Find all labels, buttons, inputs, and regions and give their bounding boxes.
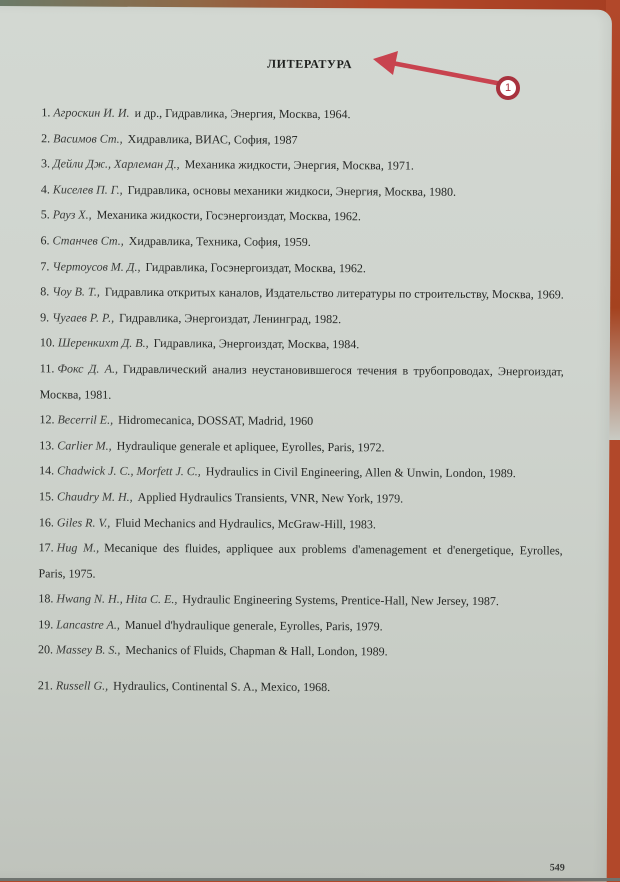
reference-author: Чугаев Р. Р., bbox=[52, 310, 115, 325]
reference-text: Механика жидкости, Госэнергоиздат, Москва, 1962. bbox=[96, 208, 361, 224]
reference-number: 14. bbox=[39, 463, 55, 478]
reference-item bbox=[41, 203, 565, 232]
reference-author: Giles R. V., bbox=[56, 514, 111, 530]
reference-number: 3. bbox=[40, 156, 51, 171]
reference-author: Lancastre A., bbox=[56, 617, 120, 632]
reference-author: Massey B. S., bbox=[56, 642, 121, 658]
reference-item bbox=[41, 151, 565, 180]
book-page bbox=[0, 6, 612, 882]
reference-number: 19. bbox=[38, 617, 54, 632]
reference-number: 20. bbox=[38, 642, 54, 657]
page-number: 549 bbox=[549, 862, 565, 874]
reference-number: 6. bbox=[40, 233, 50, 248]
reference-number: 12. bbox=[39, 412, 55, 427]
reference-number: 1. bbox=[41, 105, 51, 120]
reference-number: 21. bbox=[37, 678, 53, 693]
reference-item bbox=[40, 331, 564, 360]
reference-text: Hidromecanica, DOSSAT, Madrid, 1960 bbox=[118, 412, 314, 429]
reference-author: Чоу В. Т., bbox=[52, 284, 100, 299]
reference-number: 15. bbox=[38, 489, 55, 504]
reference-text: Hydraulique generale et apliquee, Eyrolles, Paris, 1972. bbox=[116, 438, 385, 455]
reference-number: 17. bbox=[38, 540, 54, 555]
reference-author: Рауз Х., bbox=[52, 207, 92, 222]
reference-author: Станчев Ст., bbox=[52, 233, 124, 248]
reference-text: Applied Hydraulics Transients, VNR, New York, 1979. bbox=[137, 489, 404, 506]
reference-number: 16. bbox=[38, 514, 54, 529]
reference-text: Fluid Mechanics and Hydraulics, McGraw-Hill, 1983. bbox=[115, 515, 376, 531]
reference-number: 13. bbox=[39, 438, 55, 453]
reference-text: Гидравлика, Энергоиздат, Ленинград, 1982. bbox=[119, 310, 342, 326]
reference-author: Агроскин И. И. bbox=[53, 105, 130, 120]
reference-list bbox=[38, 100, 566, 702]
reference-text: Механика жидкости, Энергия, Москва, 1971. bbox=[184, 157, 414, 173]
reference-item bbox=[39, 510, 563, 539]
reference-item bbox=[38, 535, 562, 589]
reference-item bbox=[40, 279, 564, 308]
reference-author: Chadwick J. C., Morfett J. C., bbox=[57, 463, 201, 479]
reference-item bbox=[38, 638, 562, 667]
reference-item bbox=[40, 356, 564, 410]
reference-author: Дейли Дж., Харлеман Д., bbox=[52, 156, 180, 172]
page-title: ЛИТЕРАТУРА bbox=[267, 56, 353, 72]
reference-item bbox=[40, 254, 564, 283]
reference-item bbox=[38, 612, 562, 641]
reference-text: Hydraulic Engineering Systems, Prentice-Hall, New Jersey, 1987. bbox=[182, 592, 499, 609]
reference-author: Carlier M., bbox=[57, 438, 112, 453]
reference-text: Гидравлический анализ неустановившегося течения в трубопроводах, Энергоиздат, Москва, 1981. bbox=[39, 361, 564, 402]
reference-text: Hydraulics, Continental S. A., Mexico, 1968. bbox=[113, 678, 331, 695]
reference-item bbox=[40, 228, 564, 257]
reference-author: Chaudry M. H., bbox=[56, 489, 133, 504]
reference-author: Чертоусов М. Д., bbox=[52, 258, 141, 274]
reference-author: Киселев П. Г., bbox=[52, 182, 123, 197]
reference-text: Гидравлика, основы механики жидкоси, Энергия, Москва, 1980. bbox=[127, 182, 457, 199]
reference-item bbox=[41, 100, 565, 129]
reference-number: 9. bbox=[40, 310, 50, 325]
reference-author: Hwang N. H., Hita C. E., bbox=[56, 591, 178, 607]
reference-item bbox=[39, 459, 563, 488]
reference-author: Фокс Д. А., bbox=[57, 361, 119, 376]
reference-text: Mecanique des fluides, appliquee aux problems d'amenagement et d'energetique, Eyrolles, Paris, 1975. bbox=[38, 540, 563, 581]
reference-item bbox=[41, 126, 565, 155]
reference-item bbox=[39, 484, 563, 513]
reference-text: Гидравлика, Госэнергоиздат, Москва, 1962. bbox=[145, 259, 366, 275]
reference-item bbox=[41, 177, 565, 206]
reference-number: 8. bbox=[40, 284, 50, 299]
reference-number: 18. bbox=[38, 591, 54, 606]
reference-number: 5. bbox=[40, 207, 50, 222]
reference-item bbox=[39, 407, 563, 436]
reference-item bbox=[40, 305, 564, 334]
reference-text: Mechanics of Fluids, Chapman & Hall, London, 1989. bbox=[125, 643, 388, 659]
reference-number: 11. bbox=[39, 361, 55, 376]
reference-author: Шеренкихт Д. В., bbox=[57, 335, 149, 351]
reference-number: 2. bbox=[41, 130, 51, 145]
reference-item bbox=[39, 433, 563, 462]
reference-text: Хидравлика, Техника, София, 1959. bbox=[128, 233, 311, 249]
reference-text: Хидравлика, ВИАС, София, 1987 bbox=[127, 131, 298, 147]
reference-text: и др., Гидравлика, Энергия, Москва, 1964. bbox=[134, 105, 351, 122]
reference-number: 10. bbox=[39, 335, 55, 350]
reference-author: Becerril E., bbox=[57, 412, 114, 427]
reference-text: Гидравлика, Энергоиздат, Москва, 1984. bbox=[153, 336, 360, 352]
reference-author: Hug M., bbox=[56, 540, 100, 555]
reference-text: Manuel d'hydraulique generale, Eyrolles, Paris, 1979. bbox=[124, 617, 383, 634]
reference-author: Russell G., bbox=[55, 678, 109, 693]
reference-text: Гидравлика откритых каналов, Издательство литературы по строительству, Москва, 1969. bbox=[104, 284, 564, 302]
reference-number: 4. bbox=[40, 182, 50, 197]
annotation-badge[interactable]: 1 bbox=[496, 76, 520, 100]
reference-item bbox=[38, 673, 562, 702]
reference-item bbox=[38, 587, 562, 616]
reference-author: Васимов Ст., bbox=[53, 130, 123, 146]
reference-text: Hydraulics in Civil Engineering, Allen & Unwin, London, 1989. bbox=[205, 464, 516, 481]
reference-number: 7. bbox=[40, 258, 50, 273]
